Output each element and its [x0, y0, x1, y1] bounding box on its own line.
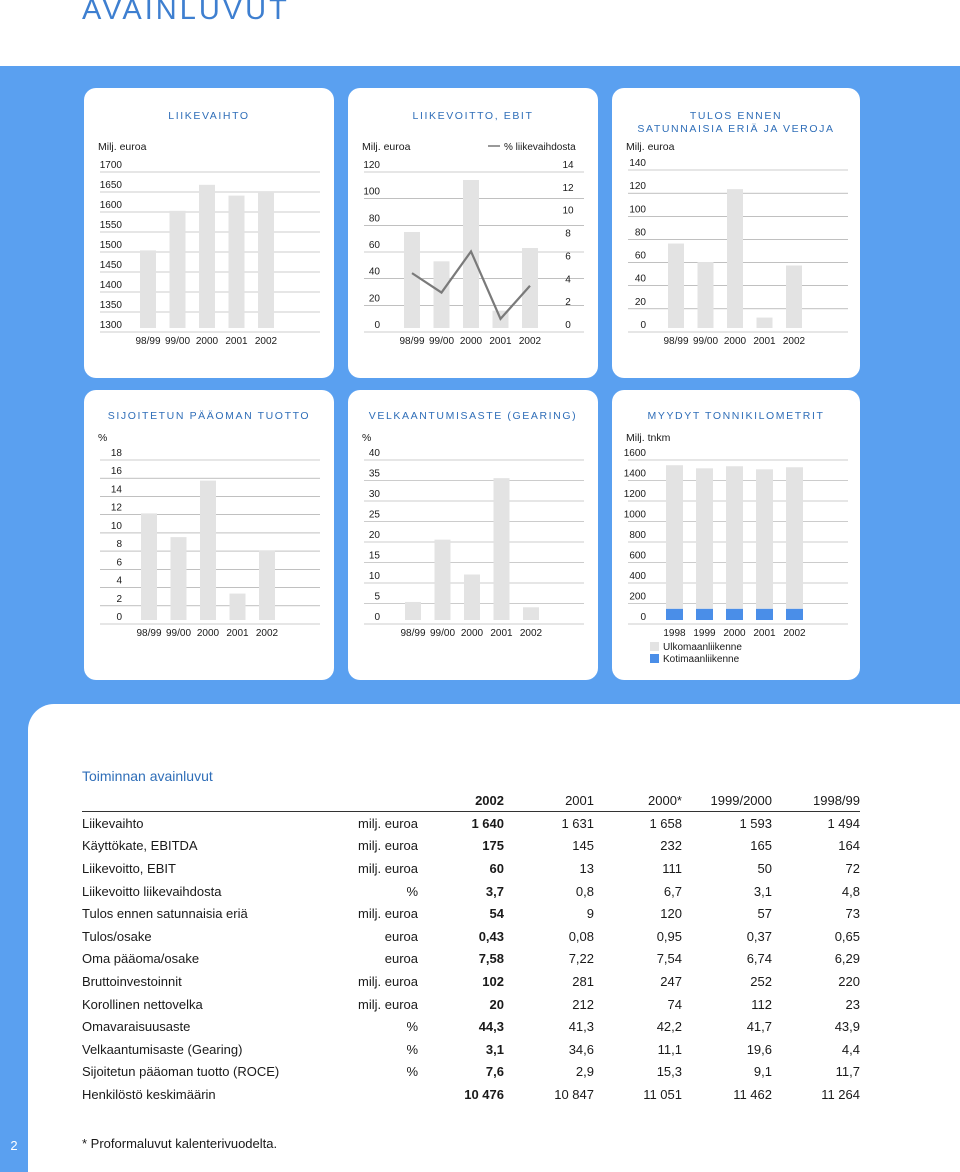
bar — [200, 481, 216, 620]
y-tick-label: 1350 — [99, 300, 122, 311]
chart-title: MYYDYT TONNIKILOMETRIT — [647, 410, 825, 422]
row-value: 4,8 — [841, 883, 860, 899]
y-tick-label: 80 — [634, 227, 646, 239]
bar-kotimaanliikenne — [696, 609, 713, 620]
y-tick-label: 1500 — [99, 240, 122, 251]
y-tick-label: 1650 — [99, 180, 122, 191]
y-tick-label: 40 — [368, 448, 380, 459]
x-tick-label: 98/99 — [135, 336, 161, 347]
legend-swatch — [650, 654, 659, 663]
bar — [522, 248, 538, 328]
y-tick-label: 60 — [368, 240, 380, 251]
row-label: Henkilöstö keskimäärin — [82, 1086, 216, 1102]
row-value: 20 — [489, 996, 504, 1012]
x-tick-label: 2001 — [226, 628, 249, 639]
bar — [786, 266, 802, 328]
bar-kotimaanliikenne — [726, 609, 743, 620]
bar-ulkomaanliikenne — [726, 466, 743, 608]
bar-ulkomaanliikenne — [696, 468, 713, 608]
row-value: 0,08 — [568, 928, 594, 944]
row-value: 50 — [757, 860, 772, 876]
y-tick-label: 18 — [110, 448, 122, 459]
row-value: 252 — [750, 973, 772, 989]
row-value: 1 593 — [739, 815, 772, 831]
row-value: 1 631 — [561, 815, 594, 831]
row-unit — [332, 1083, 418, 1106]
column-header: 2001 — [504, 789, 594, 812]
table-header-row — [82, 789, 860, 812]
x-tick-label: 2002 — [783, 628, 806, 639]
x-tick-label: 2000 — [723, 628, 746, 639]
bar — [757, 318, 773, 328]
row-value: 6,7 — [663, 883, 682, 899]
chart-card-tonnikilometrit — [612, 390, 860, 680]
table-row — [82, 948, 860, 971]
bar — [259, 551, 275, 620]
y-tick-label: 1600 — [99, 200, 122, 211]
y-tick-label: 16 — [110, 466, 122, 478]
row-value: 232 — [660, 838, 682, 854]
row-value: 212 — [572, 996, 594, 1012]
row-unit: % — [406, 1064, 418, 1080]
row-unit: % — [406, 1041, 418, 1057]
row-value: 10 847 — [554, 1086, 594, 1102]
x-tick-label: 2001 — [753, 628, 776, 639]
table-row — [82, 1061, 860, 1084]
row-value: 15,3 — [656, 1064, 682, 1080]
row-value: 13 — [579, 860, 594, 876]
y-tick-label: 2 — [116, 593, 122, 605]
y-tick-label: 100 — [629, 204, 646, 216]
y-tick-label: 1400 — [99, 280, 122, 291]
y-tick-label: 20 — [368, 530, 380, 541]
x-tick-label: 99/00 — [164, 336, 191, 347]
legend-label: % liikevaihdosta — [504, 142, 576, 153]
bar-ulkomaanliikenne — [666, 465, 683, 608]
row-value: 6,29 — [834, 951, 860, 967]
y-tick-label: 200 — [629, 591, 646, 603]
x-tick-label: 2000 — [196, 628, 220, 639]
key-figures-table — [82, 789, 860, 1106]
y-tick-label: 20 — [368, 293, 380, 305]
row-value: 112 — [751, 996, 772, 1012]
x-tick-label: 2000 — [723, 336, 747, 347]
row-value: 41,3 — [568, 1019, 594, 1035]
row-value: 54 — [489, 906, 504, 922]
row-value: 42,2 — [656, 1019, 682, 1035]
row-value: 3,7 — [485, 883, 504, 899]
y-tick-label: 25 — [368, 509, 380, 521]
footnote: * Proformaluvut kalenterivuodelta. — [82, 1136, 278, 1151]
chart-title: SIJOITETUN PÄÄOMAN TUOTTO — [107, 410, 311, 422]
row-value: 9,1 — [753, 1064, 772, 1080]
row-value: 220 — [838, 973, 860, 989]
y-tick-label: 20 — [634, 296, 646, 308]
chart-tonnikilometrit — [612, 390, 860, 680]
legend-label: Kotimaanliikenne — [663, 654, 740, 665]
row-value: 0,65 — [834, 928, 860, 944]
row-label: Liikevaihto — [82, 815, 144, 831]
x-tick-label: 2002 — [782, 336, 806, 347]
x-tick-label: 98/99 — [399, 336, 425, 347]
y-axis-unit-label: % — [362, 432, 372, 444]
y-tick-label: 0 — [374, 320, 380, 331]
row-value: 11,7 — [835, 1064, 860, 1080]
x-tick-label: 98/99 — [663, 336, 689, 347]
row-unit: milj. euroa — [358, 838, 418, 854]
row-value: 7,6 — [485, 1064, 504, 1080]
y-tick-label: 400 — [629, 571, 646, 582]
column-header: 1999/2000 — [682, 789, 772, 812]
x-tick-label: 2002 — [519, 628, 543, 639]
table-row — [82, 902, 860, 925]
row-value: 0,8 — [575, 883, 594, 899]
table-row — [82, 812, 860, 835]
y-axis-unit-label: Milj. euroa — [626, 141, 675, 153]
bar — [171, 537, 187, 620]
bar — [434, 261, 450, 328]
bar-kotimaanliikenne — [666, 609, 683, 620]
row-value: 3,1 — [485, 1041, 504, 1057]
row-unit: milj. euroa — [358, 815, 418, 831]
row-unit: milj. euroa — [358, 906, 418, 922]
y-tick-label: 40 — [368, 266, 380, 278]
y-tick-label: 1000 — [623, 509, 646, 521]
x-tick-label: 2002 — [518, 336, 542, 347]
chart-card-roce — [84, 390, 334, 680]
chart-tulos — [612, 88, 860, 378]
row-label: Bruttoinvestoinnit — [82, 973, 182, 989]
chart-card-liikevaihto — [84, 88, 334, 378]
row-label: Käyttökate, EBITDA — [82, 838, 198, 854]
y-tick-label: 1300 — [99, 320, 122, 331]
row-value: 165 — [750, 838, 772, 854]
y2-tick-label: 12 — [562, 182, 574, 194]
y-tick-label: 80 — [368, 213, 380, 225]
y2-tick-label: 14 — [562, 160, 574, 171]
table-row — [82, 1015, 860, 1038]
chart-title: LIIKEVOITTO, EBIT — [412, 110, 534, 122]
y-tick-label: 4 — [116, 575, 122, 587]
legend-label: Ulkomaanliikenne — [663, 642, 742, 653]
x-tick-label: 1999 — [693, 628, 716, 639]
row-value: 175 — [482, 838, 504, 854]
chart-liikevaihto — [84, 88, 334, 378]
y-tick-label: 10 — [368, 571, 380, 582]
bar — [494, 478, 510, 620]
x-tick-label: 99/00 — [692, 336, 719, 347]
x-tick-label: 2000 — [459, 336, 483, 347]
bar — [523, 607, 539, 620]
bar — [141, 513, 157, 620]
row-value: 0,37 — [746, 928, 772, 944]
row-value: 1 494 — [827, 815, 860, 831]
bar — [140, 250, 156, 328]
y-tick-label: 40 — [634, 273, 646, 285]
x-tick-label: 98/99 — [400, 628, 426, 639]
row-value: 102 — [482, 973, 504, 989]
row-unit: euroa — [384, 928, 418, 944]
chart-title: SATUNNAISIA ERIÄ JA VEROJA — [637, 123, 835, 135]
bar-kotimaanliikenne — [756, 609, 773, 620]
y-tick-label: 0 — [116, 612, 122, 623]
column-header: 2002 — [418, 789, 504, 812]
y-tick-label: 60 — [634, 250, 646, 262]
table-row — [82, 993, 860, 1016]
bar-ulkomaanliikenne — [786, 467, 803, 608]
row-value: 23 — [845, 996, 860, 1012]
row-value: 72 — [845, 860, 860, 876]
y2-tick-label: 6 — [565, 251, 571, 263]
y-tick-label: 1200 — [623, 489, 646, 500]
row-value: 3,1 — [753, 883, 772, 899]
row-value: 11 051 — [643, 1086, 682, 1102]
header-empty-unit — [332, 789, 418, 812]
y-tick-label: 1400 — [623, 468, 646, 480]
bar — [727, 189, 743, 328]
x-tick-label: 99/00 — [428, 336, 455, 347]
x-tick-label: 2000 — [460, 628, 484, 639]
table-row — [82, 1038, 860, 1061]
row-value: 164 — [838, 838, 860, 854]
chart-gearing — [348, 390, 598, 680]
row-value: 0,95 — [656, 928, 682, 944]
row-label: Velkaantumisaste (Gearing) — [82, 1041, 243, 1057]
row-label: Korollinen nettovelka — [82, 996, 203, 1012]
x-tick-label: 98/99 — [136, 628, 162, 639]
row-value: 19,6 — [746, 1041, 772, 1057]
y2-tick-label: 10 — [562, 205, 574, 217]
row-unit: milj. euroa — [358, 973, 418, 989]
row-value: 44,3 — [478, 1019, 504, 1035]
bar — [258, 192, 274, 328]
table-row — [82, 1083, 860, 1106]
chart-ebit — [348, 88, 598, 378]
y-tick-label: 120 — [363, 160, 380, 171]
page-number: 2 — [10, 1138, 18, 1153]
row-value: 60 — [489, 860, 504, 876]
table-title: Toiminnan avainluvut — [82, 768, 213, 784]
x-tick-label: 2002 — [254, 336, 278, 347]
row-label: Liikevoitto liikevaihdosta — [82, 883, 222, 899]
y-tick-label: 120 — [629, 181, 646, 193]
y-tick-label: 0 — [374, 612, 380, 623]
page-title: AVAINLUVUT — [82, 0, 290, 26]
y-tick-label: 8 — [116, 539, 122, 551]
table-body — [82, 812, 860, 1106]
row-value: 4,4 — [841, 1041, 860, 1057]
chart-title: TULOS ENNEN — [689, 110, 783, 122]
bar-ulkomaanliikenne — [756, 469, 773, 608]
column-header: 1998/99 — [772, 789, 860, 812]
row-value: 1 640 — [471, 815, 504, 831]
row-value: 43,9 — [834, 1019, 860, 1035]
row-unit: % — [406, 1019, 418, 1035]
bar — [435, 540, 451, 620]
row-unit: milj. euroa — [358, 860, 418, 876]
bar — [404, 232, 420, 328]
y2-tick-label: 0 — [565, 320, 571, 331]
y-tick-label: 1700 — [99, 160, 122, 171]
row-label: Sijoitetun pääoman tuotto (ROCE) — [82, 1064, 280, 1080]
y-tick-label: 1600 — [623, 448, 646, 459]
chart-card-tulos — [612, 88, 860, 378]
bar — [464, 574, 480, 620]
x-tick-label: 2000 — [195, 336, 219, 347]
y-tick-label: 1450 — [99, 260, 122, 271]
x-tick-label: 2002 — [255, 628, 279, 639]
row-value: 73 — [845, 906, 860, 922]
y-tick-label: 6 — [116, 557, 122, 569]
x-tick-label: 2001 — [225, 336, 248, 347]
chart-card-gearing — [348, 390, 598, 680]
bar — [230, 594, 246, 620]
row-label: Oma pääoma/osake — [82, 951, 200, 967]
row-value: 11 462 — [733, 1086, 772, 1102]
row-value: 0,43 — [478, 928, 504, 944]
y-axis-unit-label: Milj. euroa — [98, 141, 147, 153]
chart-card-ebit — [348, 88, 598, 378]
y-axis-unit-label: Milj. tnkm — [626, 432, 671, 444]
table-row — [82, 857, 860, 880]
y-tick-label: 12 — [110, 502, 122, 514]
row-value: 57 — [757, 906, 772, 922]
row-value: 7,22 — [568, 951, 594, 967]
bar — [229, 196, 245, 328]
y2-tick-label: 4 — [565, 274, 571, 286]
y-tick-label: 10 — [110, 520, 122, 532]
row-value: 41,7 — [746, 1019, 772, 1035]
row-unit: % — [406, 883, 418, 899]
y2-tick-label: 2 — [565, 297, 571, 309]
bar — [405, 602, 421, 620]
row-value: 7,58 — [478, 951, 504, 967]
bar — [668, 244, 684, 328]
row-value: 145 — [572, 838, 594, 854]
table-row — [82, 880, 860, 903]
bar-kotimaanliikenne — [786, 609, 803, 620]
x-tick-label: 2001 — [489, 336, 512, 347]
x-tick-label: 99/00 — [429, 628, 456, 639]
table-row — [82, 970, 860, 993]
y-axis-unit-label: % — [98, 432, 108, 444]
y-tick-label: 100 — [363, 186, 380, 198]
y-tick-label: 15 — [368, 550, 380, 562]
y-tick-label: 0 — [640, 320, 646, 331]
y-tick-label: 800 — [629, 530, 646, 541]
y-axis-unit-label: Milj. euroa — [362, 141, 411, 153]
row-unit: euroa — [384, 951, 418, 967]
bar — [170, 211, 186, 328]
row-label: Liikevoitto, EBIT — [82, 860, 176, 876]
x-tick-label: 99/00 — [165, 628, 192, 639]
row-value: 281 — [572, 973, 594, 989]
bar — [698, 262, 714, 328]
column-header: 2000* — [594, 789, 682, 812]
chart-title: LIIKEVAIHTO — [168, 110, 250, 122]
row-value: 74 — [667, 996, 682, 1012]
row-value: 111 — [662, 860, 682, 876]
y-tick-label: 30 — [368, 489, 380, 500]
row-value: 120 — [660, 906, 682, 922]
legend-swatch — [650, 642, 659, 651]
chart-roce — [84, 390, 334, 680]
x-tick-label: 2001 — [490, 628, 513, 639]
row-value: 11,1 — [657, 1041, 682, 1057]
table-row — [82, 835, 860, 858]
y2-tick-label: 8 — [565, 228, 571, 240]
row-value: 7,54 — [656, 951, 682, 967]
x-tick-label: 2001 — [753, 336, 776, 347]
row-value: 247 — [660, 973, 682, 989]
y-tick-label: 35 — [368, 468, 380, 480]
y-tick-label: 14 — [110, 484, 122, 496]
chart-title: VELKAANTUMISASTE (GEARING) — [368, 410, 578, 422]
row-unit: milj. euroa — [358, 996, 418, 1012]
row-label: Omavaraisuusaste — [82, 1019, 191, 1035]
row-value: 11 264 — [821, 1086, 860, 1102]
header-empty-label — [82, 789, 332, 812]
row-label: Tulos ennen satunnaisia eriä — [82, 906, 248, 922]
row-value: 2,9 — [575, 1064, 594, 1080]
row-value: 34,6 — [568, 1041, 594, 1057]
bar — [199, 185, 215, 328]
row-value: 9 — [586, 906, 594, 922]
y-tick-label: 5 — [374, 591, 380, 603]
x-tick-label: 1998 — [663, 628, 686, 639]
row-value: 6,74 — [746, 951, 772, 967]
y-tick-label: 600 — [629, 550, 646, 562]
y-tick-label: 1550 — [99, 220, 122, 231]
y-tick-label: 140 — [629, 158, 646, 169]
row-label: Tulos/osake — [82, 928, 152, 944]
table-row — [82, 925, 860, 948]
y-tick-label: 0 — [640, 612, 646, 623]
row-value: 10 476 — [464, 1086, 504, 1102]
row-value: 1 658 — [649, 815, 682, 831]
